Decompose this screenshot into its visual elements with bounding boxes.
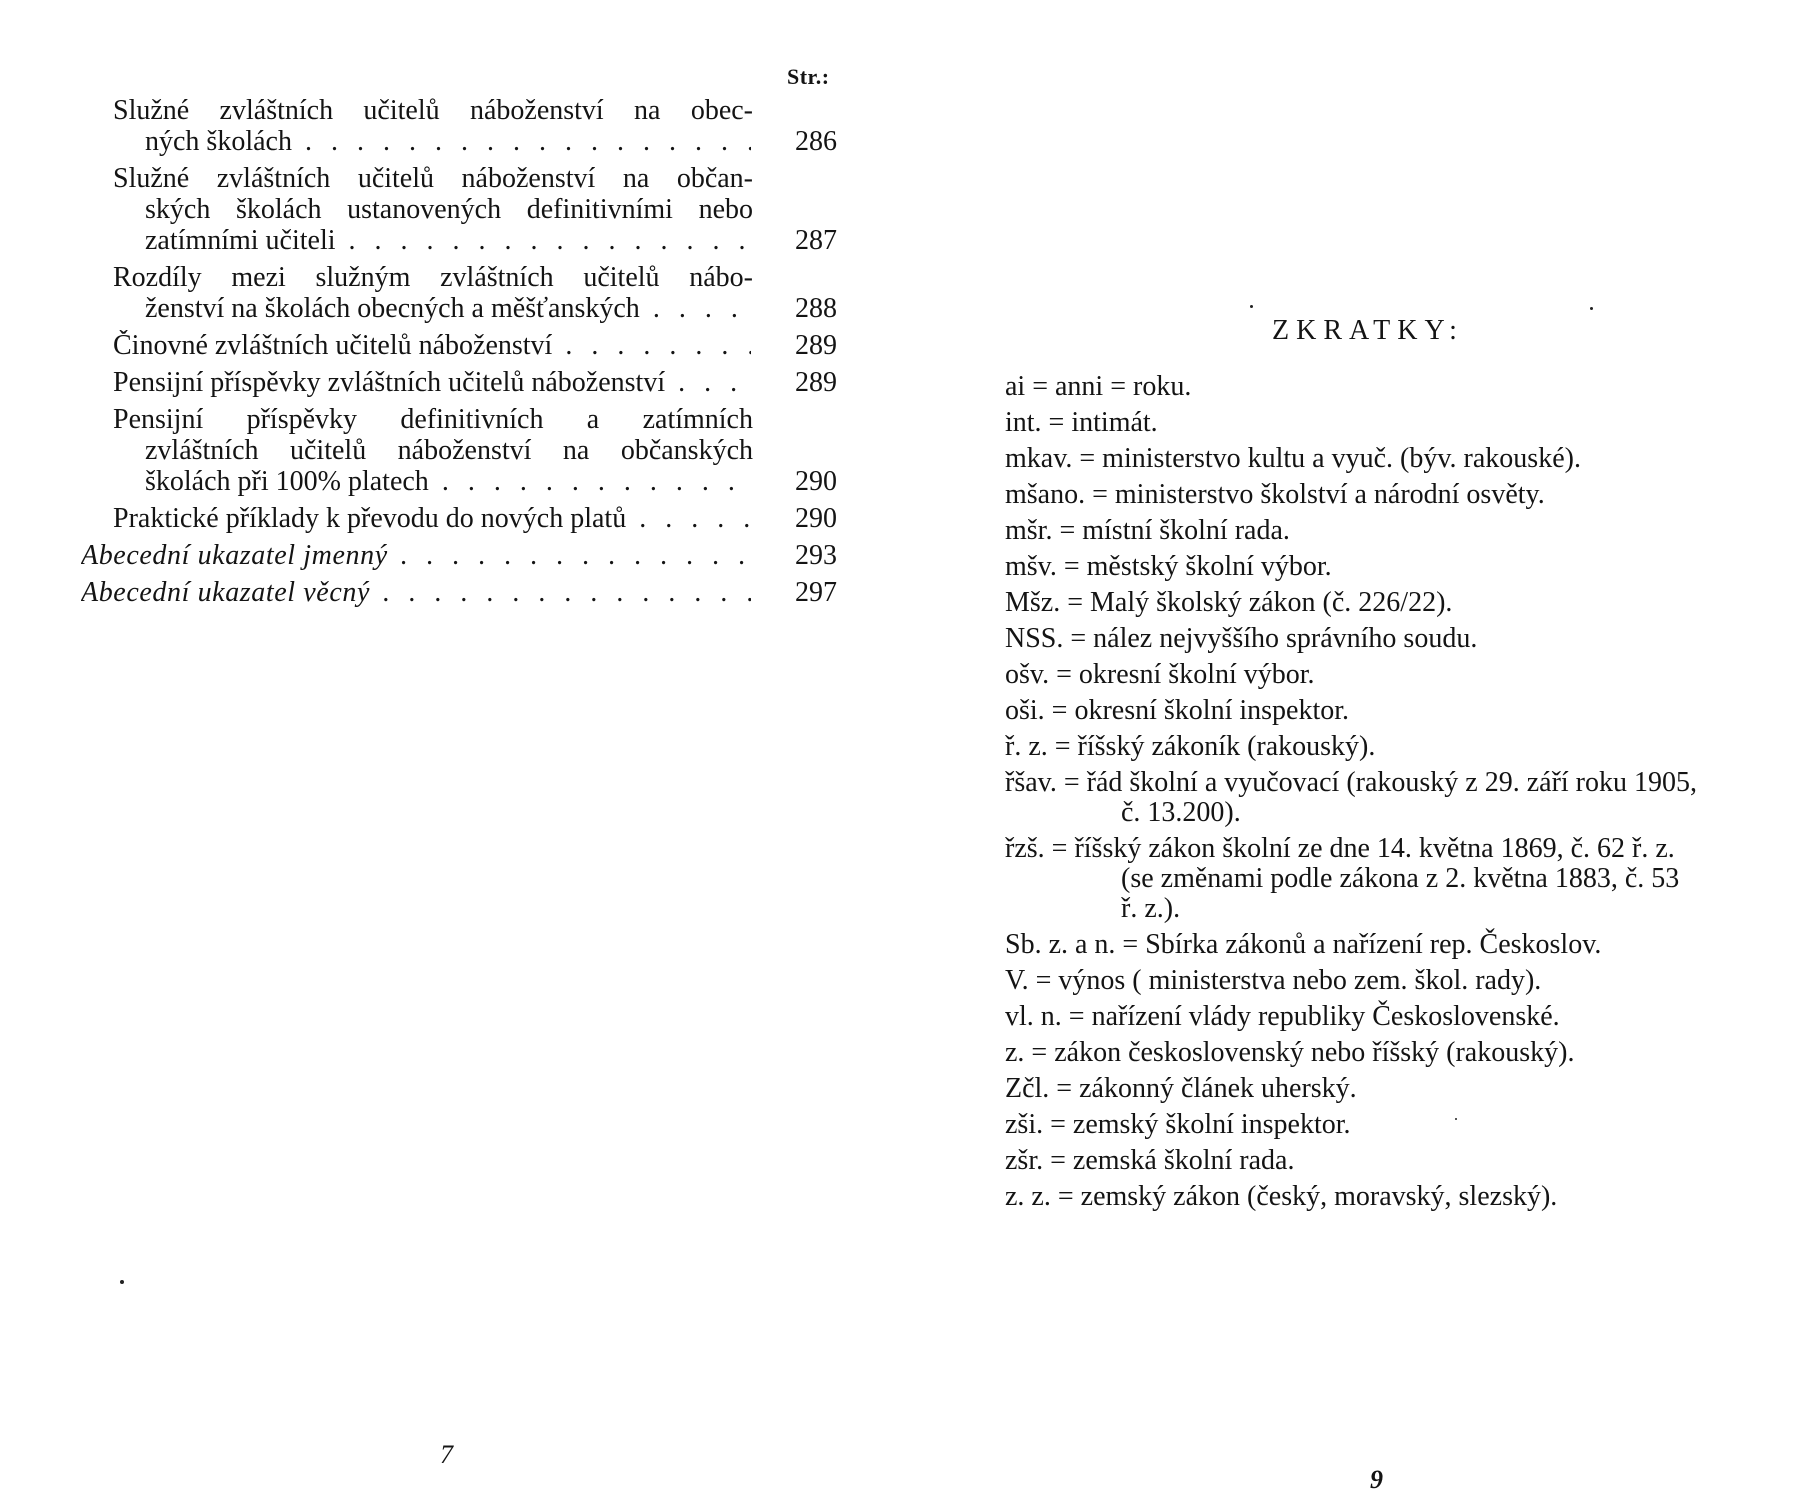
toc-entry-line: Činovné zvláštních učitelů náboženství . . . [81,330,837,361]
toc-entry [81,503,837,534]
abbreviation-item: mšv. = městský školní výbor. [1005,551,1332,582]
abbreviation-item: ai = anni = roku. [1005,371,1192,402]
abbreviation-item: řšav. = řád školní a vyučovací (rakouský z 29. září roku 1905, č. 13.200). [1005,767,1698,828]
toc-entry-line: Pensijní příspěvky definitivních a zatímních [113,404,753,435]
abbreviation-item: z. = zákon československý nebo říšský (rakouský). [1005,1037,1575,1068]
toc-page-number: 293 [751,540,837,571]
toc-entry-line: Služné zvláštních učitelů náboženství na občan- [113,163,753,194]
toc-entry-line: zatímními učiteli . . . [81,225,837,256]
toc-entry-line: Pensijní příspěvky zvláštních učitelů náboženství . . . [81,367,837,398]
print-speck [120,1280,124,1284]
toc-page-number: 288 [751,293,837,324]
abbreviation-item: ošv. = okresní školní výbor. [1005,659,1315,690]
toc-page-number: 297 [751,577,837,608]
toc-entry [81,95,837,157]
toc-page-number: 290 [751,466,837,497]
toc-entry [81,262,837,324]
abbreviation-item: mšano. = ministerstvo školství a národní osvěty. [1005,479,1545,510]
toc-entry [81,163,837,256]
abbreviation-item: int. = intimát. [1005,407,1158,438]
toc-entry-line: Služné zvláštních učitelů náboženství na obec- [113,95,753,126]
toc-entry-line: Praktické příklady k převodu do nových platů . . . [81,503,837,534]
abbreviation-item: vl. n. = nařízení vlády republiky Československé. [1005,1001,1560,1032]
toc-entry-index [81,577,837,608]
toc-page-number: 289 [751,367,837,398]
abbreviations-title: ZKRATKY: [1272,315,1464,346]
toc-page-number: 290 [751,503,837,534]
print-speck [1590,307,1593,310]
page-number: 7 [440,1440,453,1469]
abbreviation-item: řzš. = říšský zákon školní ze dne 14. května 1869, č. 62 ř. z. (se změnami podle zákona z 2. května 1883, č. 53 ř. z.). [1005,833,1680,924]
abbreviation-item: oši. = okresní školní inspektor. [1005,695,1350,726]
abbreviation-item: Sb. z. a n. = Sbírka zákonů a nařízení rep. Českoslov. [1005,929,1602,960]
toc-entry [81,367,837,398]
toc-entry-line: Rozdíly mezi služným zvláštních učitelů nábo- [113,262,753,293]
abbreviations-list [1005,372,1700,1218]
page-column-label: Str.: [787,64,830,89]
toc-entry-line: Abecední ukazatel jmenný . . . [81,540,837,571]
toc-page-number: 287 [751,225,837,256]
right-page [905,0,1810,1500]
abbreviation-item: z. z. = zemský zákon (český, moravský, slezský). [1005,1181,1558,1212]
toc-entry-line: Abecední ukazatel věcný . . . [81,577,837,608]
toc-entry-line: ných školách . . . [81,126,837,157]
abbreviation-item: mkav. = ministerstvo kultu a vyuč. (býv. rakouské). [1005,443,1581,474]
abbreviation-item: V. = výnos ( ministerstva nebo zem. škol. rady). [1005,965,1542,996]
abbreviation-item: ř. z. = říšský zákoník (rakouský). [1005,731,1376,762]
page-number: 9 [1370,1465,1383,1494]
abbreviation-item: mšr. = místní školní rada. [1005,515,1290,546]
abbreviation-item: Mšz. = Malý školský zákon (č. 226/22). [1005,587,1453,618]
toc-entry-index [81,540,837,571]
abbreviation-item: zši. = zemský školní inspektor. [1005,1109,1351,1140]
toc-entry-line: ských školách ustanovených definitivními nebo [145,194,753,225]
toc-entry [81,330,837,361]
abbreviation-item: Zčl. = zákonný článek uherský. [1005,1073,1357,1104]
print-speck [1250,305,1253,308]
toc-page-number: 289 [751,330,837,361]
toc-entry [81,404,837,497]
toc-page-number: 286 [751,126,837,157]
print-speck [1455,1118,1457,1120]
toc-entry-line: zvláštních učitelů náboženství na občanských [145,435,753,466]
toc-entry-line: školách při 100% platech . . . [81,466,837,497]
table-of-contents [81,95,837,614]
abbreviation-item: zšr. = zemská školní rada. [1005,1145,1295,1176]
toc-entry-line: ženství na školách obecných a měšťanských . . . [81,293,837,324]
abbreviation-item: NSS. = nález nejvyššího správního soudu. [1005,623,1478,654]
